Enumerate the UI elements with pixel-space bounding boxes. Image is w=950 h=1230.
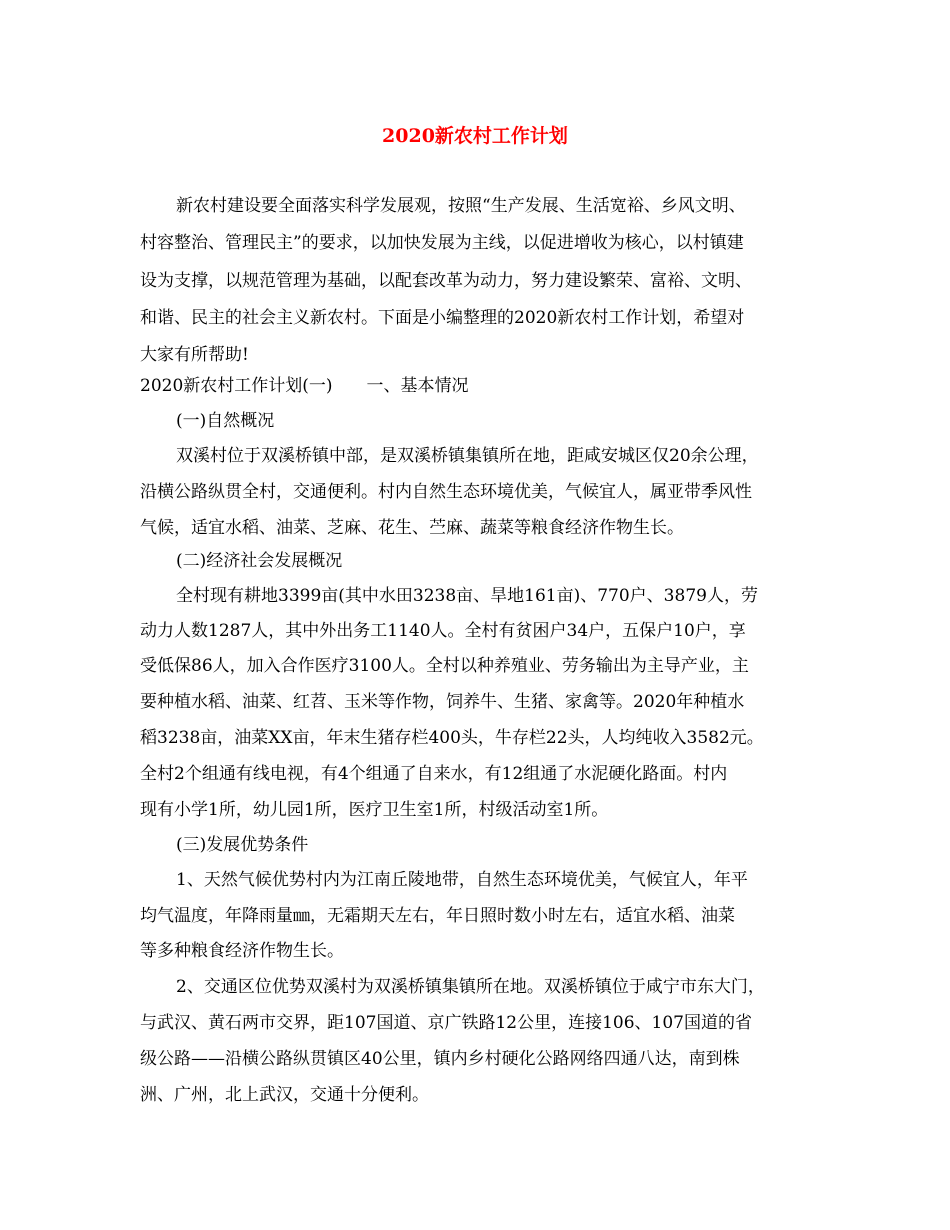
text-line: 与武汉、黄石两市交界，距107国道、京广铁路12公里，连接106、107国道的省	[140, 1013, 752, 1033]
text-line: 2、交通区位优势双溪村为双溪桥镇集镇所在地。双溪桥镇位于咸宁市东大门，	[176, 977, 765, 997]
text-line: 全村现有耕地3399亩(其中水田3238亩、旱地161亩)、770户、3879人，劳	[176, 586, 758, 606]
text-line: 新农村建设要全面落实科学发展观，按照“生产发展、生活宽裕、乡风文明、	[176, 196, 746, 216]
text-line: 洲、广州，北上武汉，交通十分便利。	[140, 1085, 429, 1105]
text-line: 气候，适宜水稻、油菜、芝麻、花生、苎麻、蔬菜等粮食经济作物生长。	[140, 518, 684, 538]
text-line: 等多种粮食经济作物生长。	[140, 941, 344, 961]
subsection-heading: (三)发展优势条件	[176, 835, 309, 855]
text-line: 级公路——沿横公路纵贯镇区40公里，镇内乡村硬化公路网络四通八达，南到株	[140, 1049, 740, 1069]
section-heading: 2020新农村工作计划(一) 一、基本情况	[140, 376, 469, 396]
document-title: 2020新农村工作计划	[382, 125, 568, 147]
text-line: 全村2个组通有线电视，有4个组通了自来水，有12组通了水泥硬化路面。村内	[140, 764, 728, 784]
text-line: 大家有所帮助!	[140, 345, 249, 365]
text-line: 1、天然气候优势村内为江南丘陵地带，自然生态环境优美，气候宜人，年平	[176, 870, 748, 890]
text-line: 受低保86人，加入合作医疗3100人。全村以种养殖业、劳务输出为主导产业，主	[140, 656, 749, 676]
subsection-heading: (一)自然概况	[176, 411, 275, 431]
subsection-heading: (二)经济社会发展概况	[176, 551, 343, 571]
text-line: 沿横公路纵贯全村，交通便利。村内自然生态环境优美，气候宜人，属亚带季风性	[140, 482, 752, 502]
text-line: 双溪村位于双溪桥镇中部，是双溪桥镇集镇所在地，距咸安城区仅20余公理，	[176, 446, 759, 466]
text-line: 要种植水稻、油菜、红苕、玉米等作物，饲养牛、生猪、家禽等。2020年种植水	[140, 692, 745, 712]
text-line: 现有小学1所，幼儿园1所，医疗卫生室1所，村级活动室1所。	[140, 800, 609, 820]
text-line: 村容整治、管理民主”的要求，以加快发展为主线，以促进增收为核心，以村镇建	[140, 233, 744, 253]
text-line: 动力人数1287人，其中外出务工1140人。全村有贫困户34户，五保户10户，享	[140, 621, 746, 641]
text-line: 和谐、民主的社会主义新农村。下面是小编整理的2020新农村工作计划，希望对	[140, 308, 745, 328]
text-line: 设为支撑，以规范管理为基础，以配套改革为动力，努力建设繁荣、富裕、文明、	[140, 271, 752, 291]
text-line: 稻3238亩，油菜XX亩，年末生猪存栏400头，牛存栏22头，人均纯收入3582元。	[140, 728, 764, 748]
text-line: 均气温度，年降雨量㎜，无霜期天左右，年日照时数小时左右，适宜水稻、油菜	[140, 906, 735, 926]
